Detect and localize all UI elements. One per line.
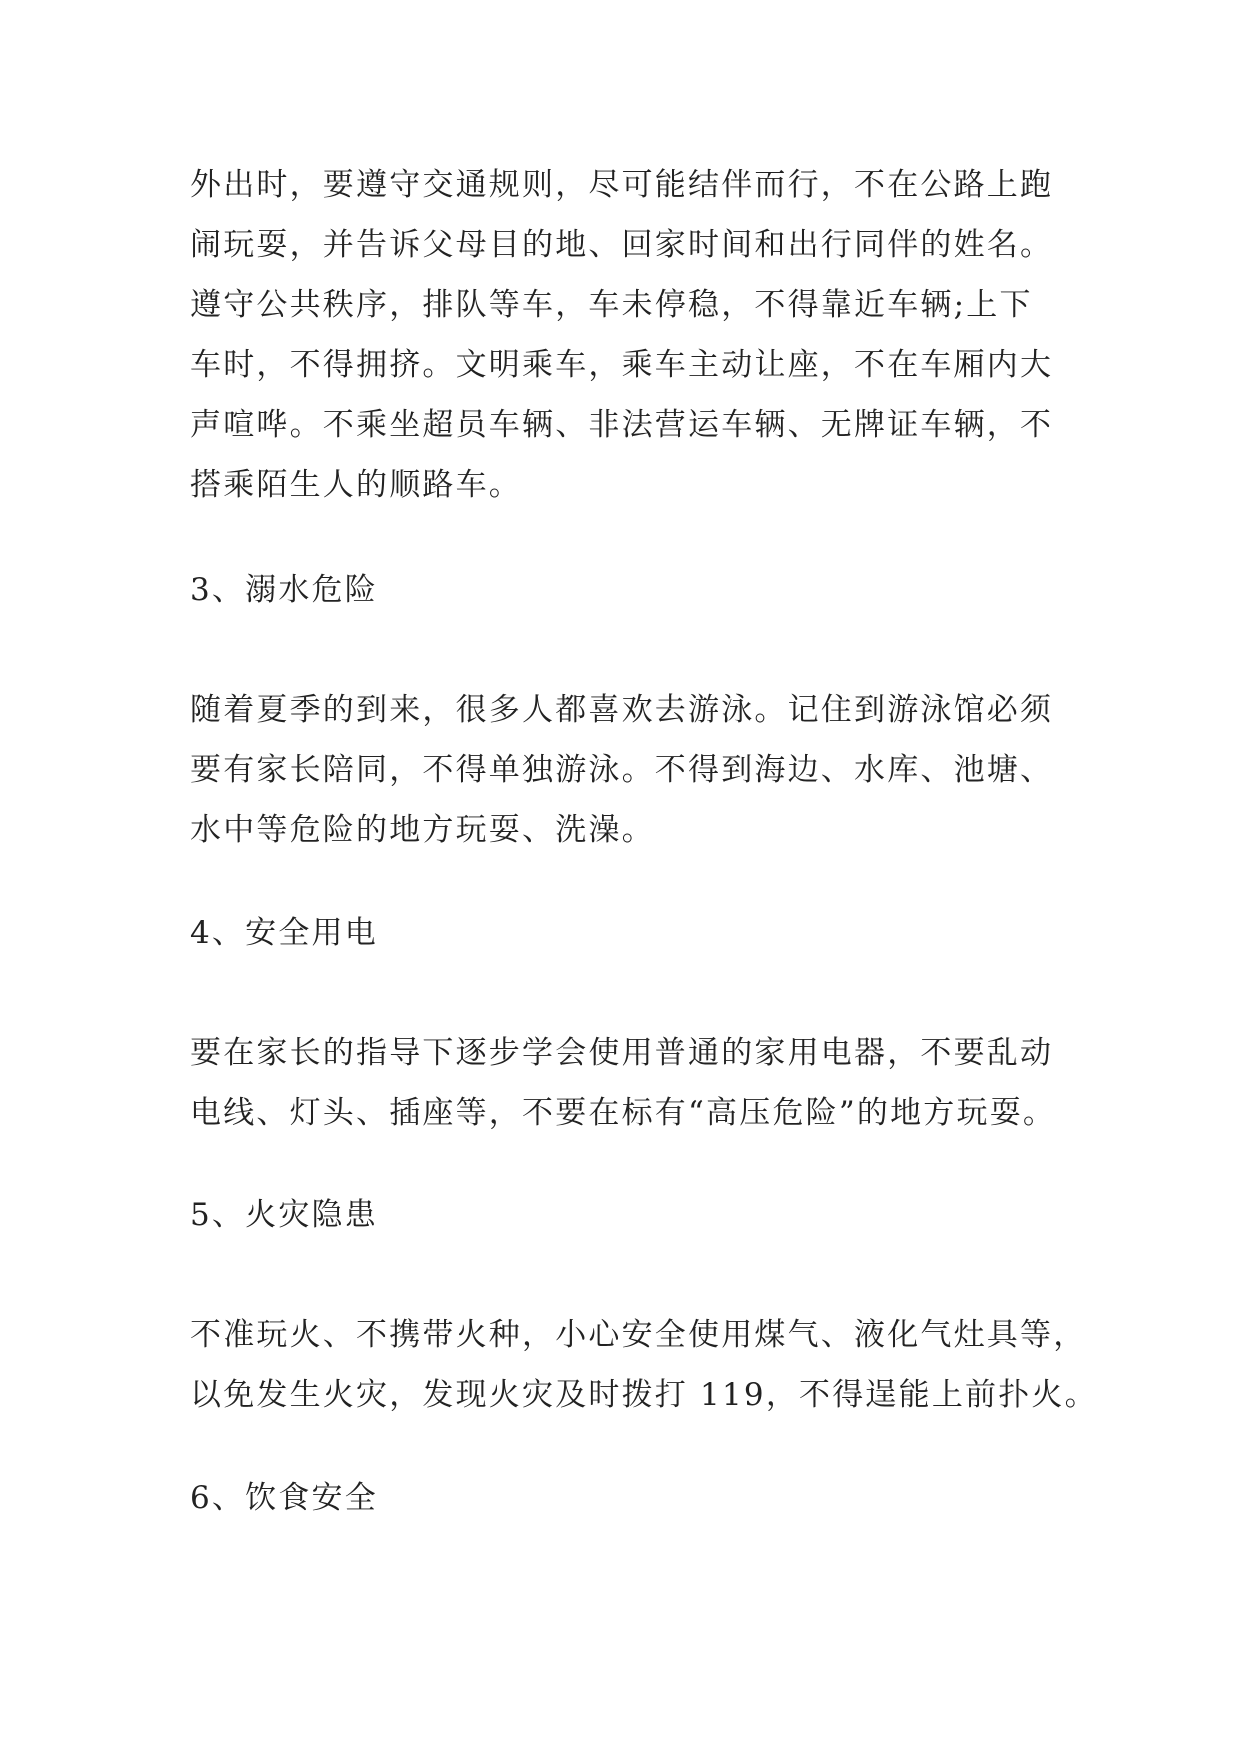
paragraph-line: 搭乘陌生人的顺路车。 [190, 467, 522, 503]
section-heading-drowning: 3、溺水危险 [190, 572, 378, 608]
section-heading-food-safety: 6、饮食安全 [190, 1480, 378, 1516]
section-heading-fire: 5、火灾隐患 [190, 1197, 378, 1233]
paragraph-line: 水中等危险的地方玩耍、洗澡。 [190, 812, 655, 848]
paragraph-drowning-danger [190, 680, 1060, 860]
paragraph-line: 不准玩火、不携带火种，小心安全使用煤气、液化气灶具等， [190, 1317, 1087, 1353]
paragraph-electricity-safety [190, 1023, 1060, 1143]
paragraph-line: 要有家长陪同，不得单独游泳。不得到海边、水库、池塘、 [190, 752, 1054, 788]
paragraph-fire-hazard [190, 1305, 1098, 1425]
paragraph-line: 随着夏季的到来，很多人都喜欢去游泳。记住到游泳馆必须 [190, 692, 1054, 728]
paragraph-line: 以免发生火灾，发现火灾及时拨打 119，不得逞能上前扑火。 [190, 1377, 1098, 1413]
paragraph-line: 外出时，要遵守交通规则，尽可能结伴而行，不在公路上跑 [190, 167, 1054, 203]
paragraph-line: 遵守公共秩序，排队等车，车未停稳，不得靠近车辆;上下 [190, 287, 1033, 323]
paragraph-line: 电线、灯头、插座等，不要在标有“高压危险”的地方玩耍。 [190, 1095, 1057, 1131]
section-heading-electricity: 4、安全用电 [190, 915, 378, 951]
paragraph-line: 车时，不得拥挤。文明乘车，乘车主动让座，不在车厢内大 [190, 347, 1054, 383]
paragraph-line: 声喧哗。不乘坐超员车辆、非法营运车辆、无牌证车辆，不 [190, 407, 1054, 443]
paragraph-line: 要在家长的指导下逐步学会使用普通的家用电器，不要乱动 [190, 1035, 1054, 1071]
paragraph-line: 闹玩耍，并告诉父母目的地、回家时间和出行同伴的姓名。 [190, 227, 1054, 263]
paragraph-traffic-safety [190, 155, 1060, 515]
